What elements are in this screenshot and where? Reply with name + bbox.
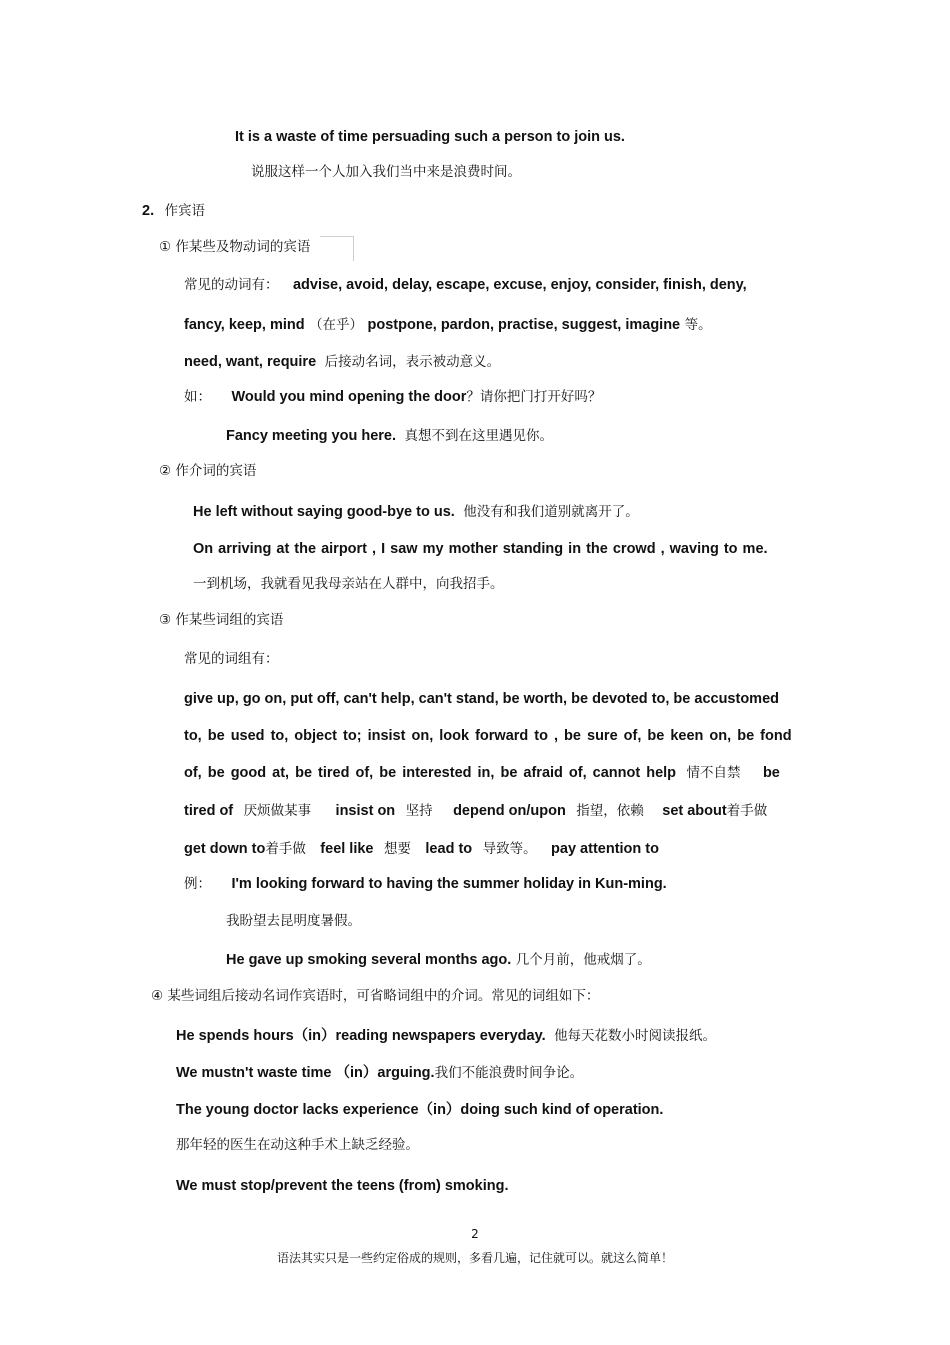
example-line — [176, 1027, 716, 1045]
note: 导致等。 — [482, 841, 537, 857]
example-line — [193, 503, 639, 521]
phrase: tired of — [184, 803, 234, 819]
page-number: 2 — [471, 1227, 479, 1241]
example-label: 例： — [184, 876, 211, 892]
verb-list: advise, avoid, delay, escape, excuse, enjoy, consider, finish, deny, — [292, 277, 747, 293]
example-sentence: He left without saying good-bye to us. — [193, 504, 455, 520]
phrase-list-line — [184, 802, 767, 820]
phrase-list-line — [184, 840, 659, 858]
example-line — [226, 427, 553, 445]
section-number: 2. — [142, 203, 155, 219]
subsection-heading: ② 作介词的宾语 — [159, 463, 257, 479]
example-label: 如： — [184, 389, 211, 405]
example-sentence: Would you mind opening the door — [231, 389, 467, 405]
verb-list: need, want, require — [184, 354, 317, 370]
note: 着手做 — [726, 803, 768, 819]
note: 情不自禁 — [686, 765, 741, 781]
translation: 说服这样一个人加入我们当中来是浪费时间。 — [251, 164, 521, 180]
label: 常见的动词有： — [184, 277, 279, 293]
note: 指望，依赖 — [576, 803, 644, 819]
translation: 真想不到在这里遇见你。 — [404, 428, 553, 444]
note: 厌烦做某事 — [243, 803, 312, 819]
translation: 几个月前，他戒烟了。 — [515, 952, 651, 968]
translation: 他没有和我们道别就离开了。 — [463, 504, 639, 520]
translation: 我们不能浪费时间争论。 — [434, 1065, 584, 1081]
verb-list-line — [184, 316, 712, 334]
example-sentence: I'm looking forward to having the summer holiday in Kun-ming. — [231, 876, 667, 892]
note: 着手做 — [265, 841, 306, 857]
label: 常见的词组有： — [184, 651, 279, 667]
note: 等。 — [684, 317, 712, 333]
phrase: pay attention to — [551, 841, 659, 857]
example-sentence: The young doctor lacks experience（in）doing such kind of operation. — [176, 1102, 664, 1118]
translation: 一到机场，我就看见我母亲站在人群中，向我招手。 — [193, 576, 504, 592]
example-line — [226, 951, 651, 969]
subsection-heading: ③ 作某些词组的宾语 — [159, 612, 284, 628]
phrase: feel like — [320, 841, 374, 857]
note: 想要 — [383, 841, 411, 857]
phrase-list: of, be good at, be tired of, be interested in, be afraid of, cannot help — [184, 765, 677, 781]
verb-list: fancy, keep, mind — [184, 317, 305, 333]
verb-list-line — [184, 353, 500, 371]
phrase: lead to — [425, 841, 473, 857]
example-sentence: He gave up smoking several months ago. — [226, 952, 512, 968]
section-heading — [142, 202, 205, 220]
subsection-heading: ① 作某些及物动词的宾语 — [159, 239, 311, 255]
phrase: set about — [662, 803, 727, 819]
note: （在乎） — [309, 317, 364, 333]
phrase: depend on/upon — [453, 803, 566, 819]
translation: 那年轻的医生在动这种手术上缺乏经验。 — [176, 1137, 419, 1153]
phrase: get down to — [184, 841, 266, 857]
example-line — [176, 1064, 583, 1082]
example-sentence: We mustn't waste time （in）arguing. — [176, 1065, 435, 1081]
note: 后接动名词，表示被动意义。 — [324, 354, 501, 370]
example-sentence: It is a waste of time persuading such a person to join us. — [235, 129, 625, 145]
example-line — [184, 875, 667, 893]
table-border-fragment — [320, 236, 354, 261]
phrase-list: give up, go on, put off, can't help, can't stand, be worth, be devoted to, be accustomed — [184, 691, 779, 707]
example-sentence: He spends hours（in）reading newspapers everyday. — [176, 1028, 546, 1044]
example-sentence: We must stop/prevent the teens (from) smoking. — [176, 1178, 509, 1194]
example-sentence: Fancy meeting you here. — [226, 428, 397, 444]
example-sentence: On arriving at the airport , I saw my mother standing in the crowd , waving to me. — [193, 541, 768, 557]
note: 坚持 — [405, 803, 433, 819]
translation: 他每天花数小时阅读报纸。 — [554, 1028, 717, 1044]
translation: 我盼望去昆明度暑假。 — [226, 913, 361, 929]
example-line — [184, 388, 601, 406]
subsection-heading: ④ 某些词组后接动名词作宾语时，可省略词组中的介词。常见的词组如下： — [151, 988, 600, 1004]
translation: ？请你把门打开好吗？ — [466, 389, 602, 405]
verb-list: postpone, pardon, practise, suggest, imagine — [367, 317, 681, 333]
phrase: insist on — [335, 803, 396, 819]
page-footer: 语法其实只是一些约定俗成的规则，多看几遍，记住就可以。就这么简单！ — [276, 1251, 673, 1265]
phrase-list: be — [762, 765, 780, 781]
section-title: 作宾语 — [164, 203, 206, 219]
phrase-list-line — [184, 764, 780, 782]
verb-list-line — [184, 276, 747, 294]
phrase-list: to, be used to, object to; insist on, look forward to , be sure of, be keen on, be fond — [184, 728, 792, 744]
